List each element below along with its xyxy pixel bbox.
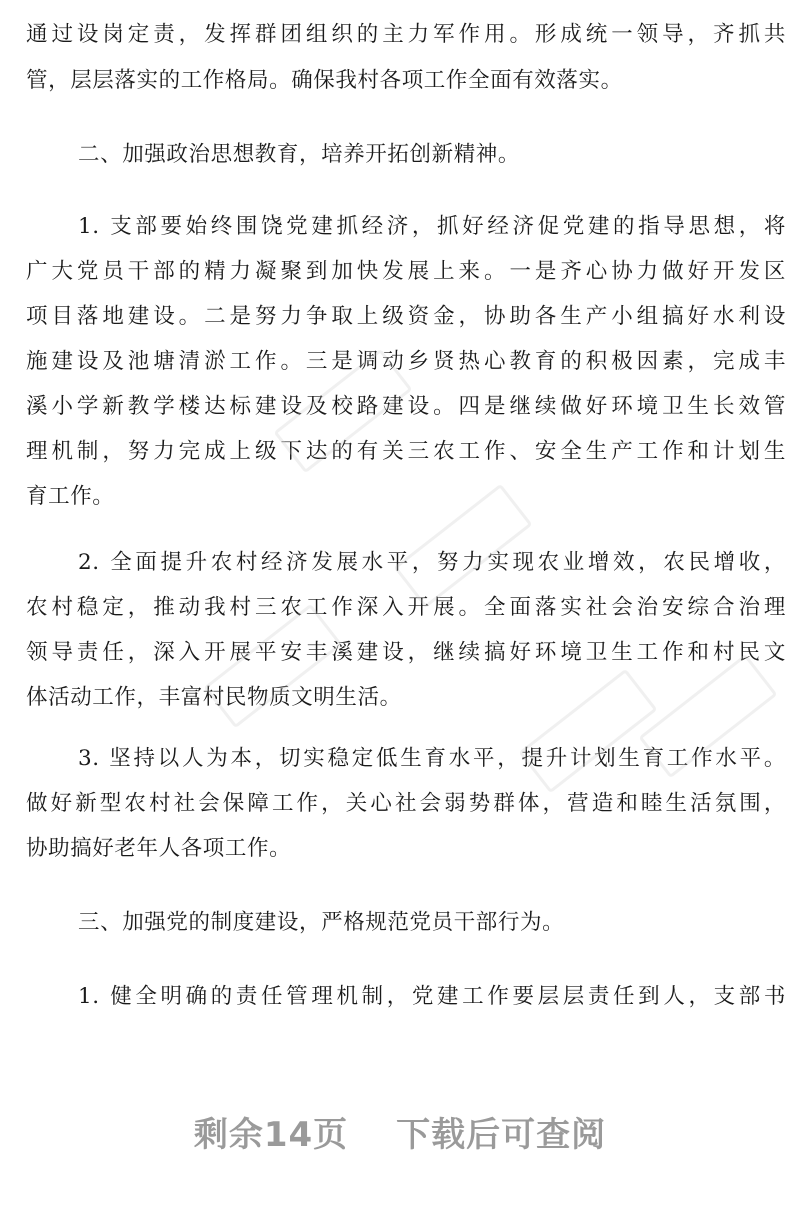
text-line: 2. 全面提升农村经济发展水平，努力实现农业增效，农民增收， [78, 550, 786, 575]
section-heading: 三、加强党的制度建设，严格规范党员干部行为。 [78, 910, 565, 935]
section-heading: 二、加强政治思想教育，培养开拓创新精神。 [78, 142, 521, 167]
text-line: 项目落地建设。二是努力争取上级资金，协助各生产小组搞好水利设 [26, 304, 786, 329]
download-prompt-bar[interactable] [0, 1100, 800, 1170]
text-line: 育工作。 [26, 484, 115, 509]
text-line: 农村稳定，推动我村三农工作深入开展。全面落实社会治安综合治理 [26, 595, 786, 620]
text-line: 管，层层落实的工作格局。确保我村各项工作全面有效落实。 [26, 68, 623, 93]
text-line: 领导责任，深入开展平安丰溪建设，继续搞好环境卫生工作和村民文 [26, 640, 786, 665]
text-line: 溪小学新教学楼达标建设及校路建设。四是继续做好环境卫生长效管 [26, 394, 786, 419]
text-line: 通过设岗定责，发挥群团组织的主力军作用。形成统一领导，齐抓共 [26, 22, 786, 47]
remaining-pages-text: 剩余14页 [193, 1115, 349, 1155]
text-line: 1. 支部要始终围饶党建抓经济，抓好经济促党建的指导思想，将 [78, 214, 786, 239]
text-line: 体活动工作，丰富村民物质文明生活。 [26, 685, 402, 710]
text-line: 1. 健全明确的责任管理机制，党建工作要层层责任到人，支部书 [78, 984, 786, 1009]
text-line: 广大党员干部的精力凝聚到加快发展上来。一是齐心协力做好开发区 [26, 259, 786, 284]
text-line: 做好新型农村社会保障工作，关心社会弱势群体，营造和睦生活氛围， [26, 791, 786, 816]
text-line: 3. 坚持以人为本，切实稳定低生育水平，提升计划生育工作水平。 [78, 746, 786, 771]
text-line: 协助搞好老年人各项工作。 [26, 836, 292, 861]
text-line: 施建设及池塘清淤工作。三是调动乡贤热心教育的积极因素，完成丰 [26, 349, 786, 374]
text-line: 理机制，努力完成上级下达的有关三农工作、安全生产工作和计划生 [26, 439, 786, 464]
download-to-view-text[interactable]: 下载后可查阅 [396, 1115, 607, 1155]
